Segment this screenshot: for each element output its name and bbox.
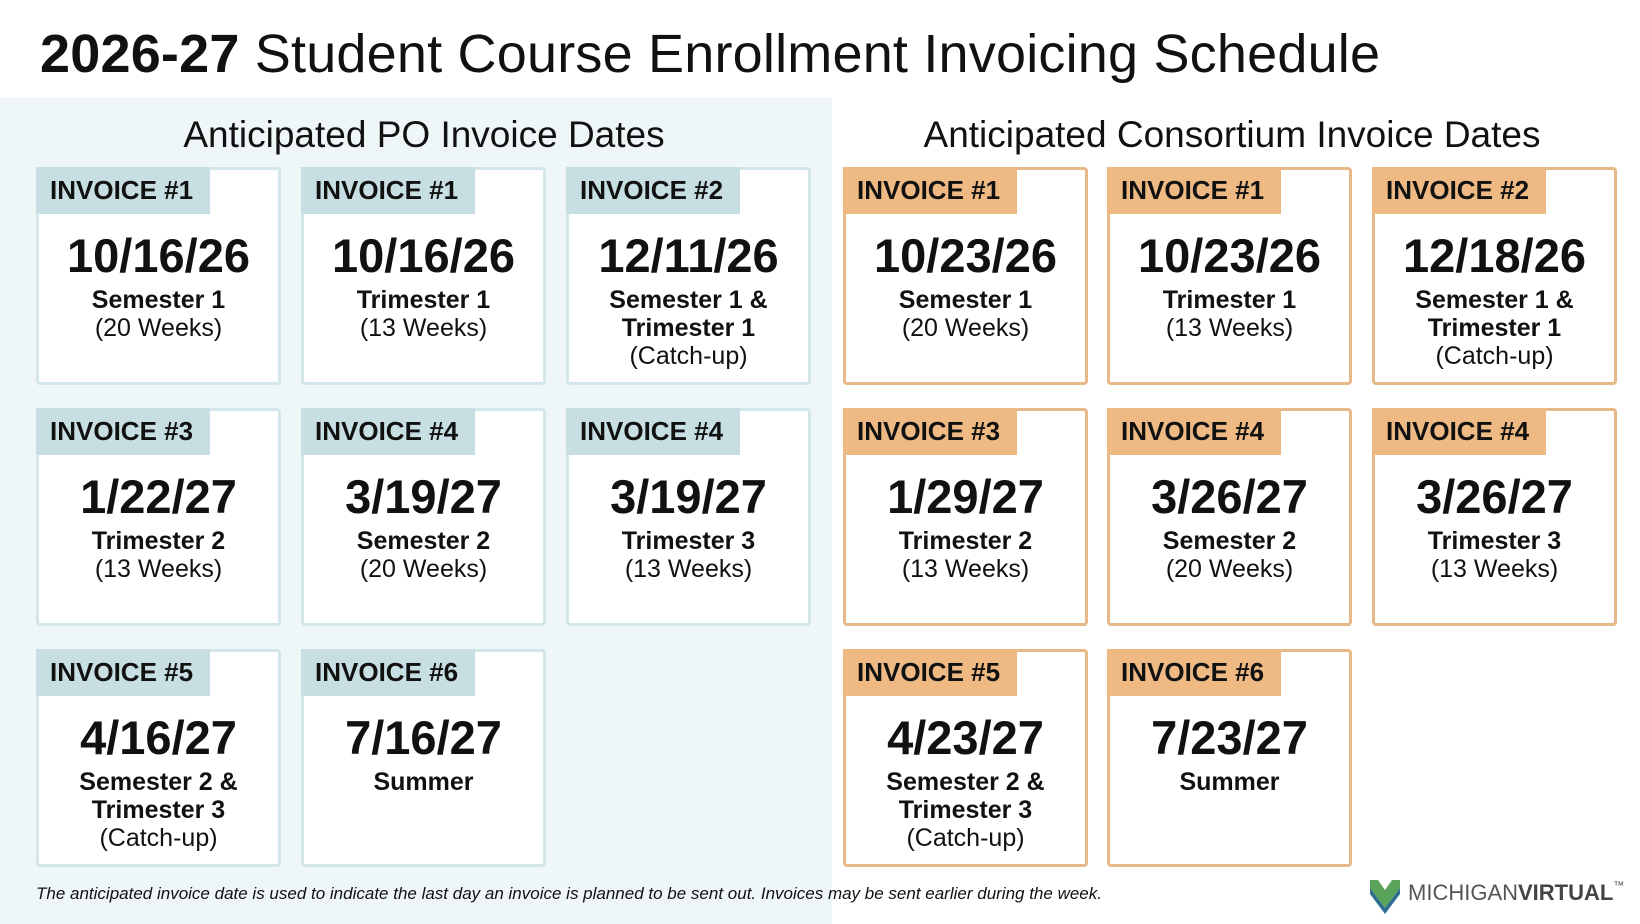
invoice-term: Trimester 2 — [91, 527, 226, 555]
invoice-duration: (20 Weeks) — [94, 314, 223, 342]
invoice-date: 12/11/26 — [598, 229, 779, 282]
invoice-date: 1/29/27 — [887, 470, 1044, 523]
invoice-card — [36, 408, 281, 626]
invoice-card — [1107, 408, 1352, 626]
invoice-date: 10/23/26 — [1138, 229, 1321, 282]
invoice-number-tab: INVOICE #1 — [36, 167, 210, 214]
logo-text-virtual: VIRTUAL — [1518, 880, 1614, 905]
invoice-duration: (13 Weeks) — [901, 555, 1030, 583]
invoice-term: Trimester 1 — [1162, 286, 1297, 314]
invoice-number-tab: INVOICE #1 — [1107, 167, 1281, 214]
invoice-term: Trimester 1 — [356, 286, 491, 314]
po-section-heading: Anticipated PO Invoice Dates — [183, 114, 665, 155]
invoice-term: Semester 1 & Trimester 1 — [1415, 286, 1574, 342]
invoice-number-tab: INVOICE #6 — [301, 649, 475, 696]
logo-mark-icon — [1368, 876, 1402, 914]
title-year: 2026-27 — [40, 24, 240, 84]
invoice-number-tab: INVOICE #4 — [1107, 408, 1281, 455]
invoice-card — [301, 649, 546, 867]
invoice-date: 3/26/27 — [1151, 470, 1308, 523]
invoice-date: 10/23/26 — [874, 229, 1057, 282]
invoice-duration: (Catch-up) — [99, 824, 218, 852]
invoice-term: Summer — [1179, 768, 1280, 796]
invoice-card — [301, 408, 546, 626]
invoice-number-tab: INVOICE #4 — [1372, 408, 1546, 455]
invoice-card — [1107, 649, 1352, 867]
invoice-number-tab: INVOICE #5 — [843, 649, 1017, 696]
invoice-card — [301, 167, 546, 385]
consortium-section-heading: Anticipated Consortium Invoice Dates — [923, 114, 1541, 155]
invoice-number-tab: INVOICE #3 — [36, 408, 210, 455]
invoice-date: 10/16/26 — [67, 229, 250, 282]
invoice-duration: (20 Weeks) — [1165, 555, 1294, 583]
invoice-duration: (13 Weeks) — [1430, 555, 1559, 583]
invoice-number-tab: INVOICE #1 — [843, 167, 1017, 214]
invoice-card — [566, 167, 811, 385]
invoice-number-tab: INVOICE #3 — [843, 408, 1017, 455]
invoice-number-tab: INVOICE #4 — [301, 408, 475, 455]
invoice-term: Semester 2 — [356, 527, 491, 555]
invoice-date: 12/18/26 — [1403, 229, 1586, 282]
invoice-card — [36, 649, 281, 867]
invoice-card — [843, 167, 1088, 385]
invoice-number-tab: INVOICE #6 — [1107, 649, 1281, 696]
invoice-number-tab: INVOICE #2 — [1372, 167, 1546, 214]
invoice-duration: (20 Weeks) — [901, 314, 1030, 342]
invoice-duration: (13 Weeks) — [1165, 314, 1294, 342]
footnote: The anticipated invoice date is used to indicate the last day an invoice is planned to be sent out. Invoices may be sent earlier during the week. — [36, 884, 1102, 903]
invoice-date: 10/16/26 — [332, 229, 515, 282]
page-title — [40, 14, 1380, 94]
logo-trademark: ™ — [1613, 880, 1625, 892]
invoice-term: Trimester 3 — [621, 527, 756, 555]
invoice-term: Semester 1 — [898, 286, 1033, 314]
invoice-duration: (20 Weeks) — [359, 555, 488, 583]
invoice-date: 4/23/27 — [887, 711, 1044, 764]
invoice-date: 4/16/27 — [80, 711, 237, 764]
invoice-duration: (13 Weeks) — [94, 555, 223, 583]
invoice-date: 7/16/27 — [345, 711, 502, 764]
invoice-term: Semester 1 & Trimester 1 — [609, 286, 768, 342]
invoice-card — [566, 408, 811, 626]
title-text: Student Course Enrollment Invoicing Schedule — [254, 24, 1381, 84]
invoice-duration: (Catch-up) — [629, 342, 748, 370]
invoice-term: Summer — [373, 768, 474, 796]
invoice-duration: (Catch-up) — [1435, 342, 1554, 370]
invoice-duration: (13 Weeks) — [359, 314, 488, 342]
invoice-duration: (13 Weeks) — [624, 555, 753, 583]
invoice-number-tab: INVOICE #1 — [301, 167, 475, 214]
invoice-card — [36, 167, 281, 385]
invoice-term: Trimester 3 — [1427, 527, 1562, 555]
invoice-card — [1372, 408, 1617, 626]
invoice-date: 7/23/27 — [1151, 711, 1308, 764]
invoice-date: 3/26/27 — [1416, 470, 1573, 523]
invoice-number-tab: INVOICE #5 — [36, 649, 210, 696]
invoice-date: 3/19/27 — [610, 470, 767, 523]
invoice-term: Trimester 2 — [898, 527, 1033, 555]
invoice-number-tab: INVOICE #2 — [566, 167, 740, 214]
invoice-card — [1372, 167, 1617, 385]
invoice-card — [1107, 167, 1352, 385]
invoice-term: Semester 1 — [91, 286, 226, 314]
invoice-card — [843, 649, 1088, 867]
invoice-date: 3/19/27 — [345, 470, 502, 523]
invoice-card — [843, 408, 1088, 626]
invoice-date: 1/22/27 — [80, 470, 237, 523]
invoice-number-tab: INVOICE #4 — [566, 408, 740, 455]
logo-text-michigan: MICHIGAN — [1408, 880, 1518, 905]
invoice-term: Semester 2 & Trimester 3 — [79, 768, 238, 824]
invoice-duration: (Catch-up) — [906, 824, 1025, 852]
michigan-virtual-logo — [1368, 874, 1630, 916]
invoice-term: Semester 2 & Trimester 3 — [886, 768, 1045, 824]
logo-text — [1408, 880, 1624, 906]
invoice-term: Semester 2 — [1162, 527, 1297, 555]
